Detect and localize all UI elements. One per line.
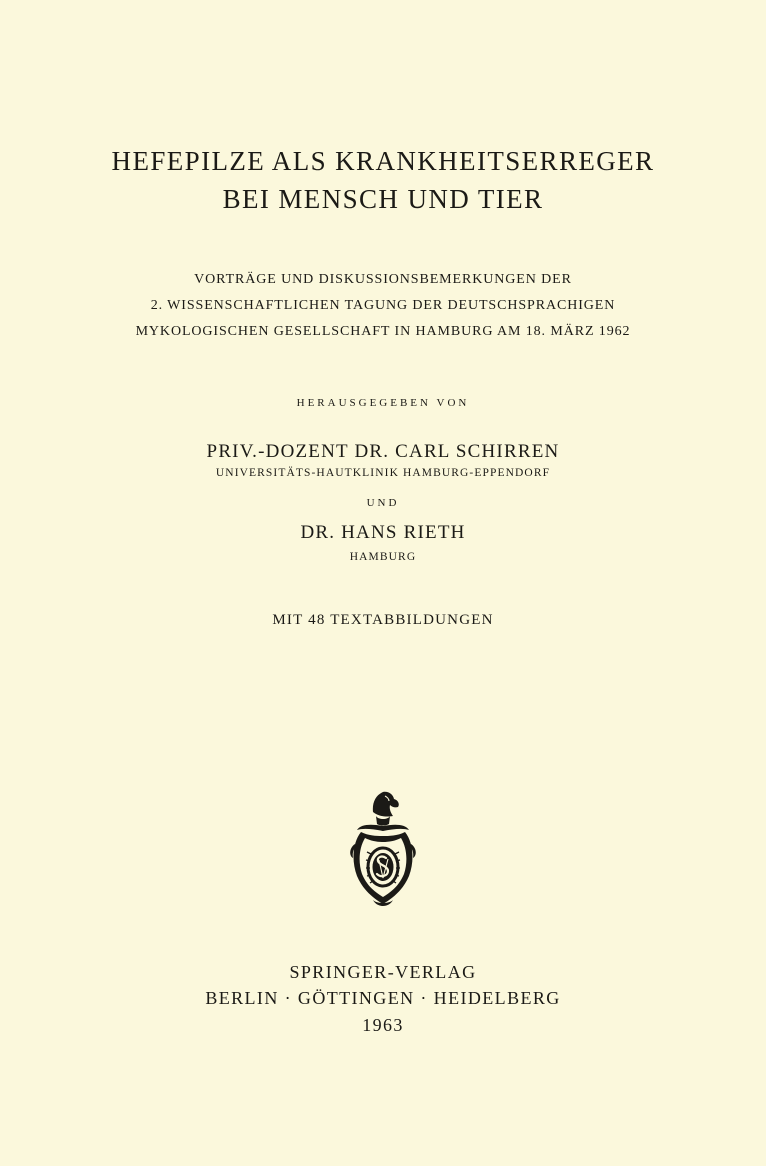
- edited-by-label: HERAUSGEGEBEN VON: [296, 397, 470, 409]
- springer-horse-crest-icon: [343, 786, 423, 914]
- publication-year: 1963: [362, 1015, 404, 1035]
- publisher-name: SPRINGER-VERLAG: [289, 962, 477, 982]
- subtitle-line-1: VORTRÄGE UND DISKUSSIONSBEMERKUNGEN DER: [194, 272, 572, 287]
- editor-1-affiliation: UNIVERSITÄTS-HAUTKLINIK HAMBURG-EPPENDORF: [215, 467, 551, 479]
- editor-2-affiliation: HAMBURG: [349, 551, 417, 563]
- editor-2-name: DR. HANS RIETH: [300, 522, 466, 543]
- editors-conjunction: UND: [366, 497, 400, 509]
- editor-1-name: PRIV.-DOZENT DR. CARL SCHIRREN: [206, 441, 560, 462]
- subtitle-line-3: MYKOLOGISCHEN GESELLSCHAFT IN HAMBURG AM 18. MÄRZ 1962: [135, 324, 631, 339]
- illustrations-note: MIT 48 TEXTABBILDUNGEN: [272, 612, 494, 628]
- book-title-line-2: BEI MENSCH UND TIER: [222, 184, 544, 214]
- book-title-line-1: HEFEPILZE ALS KRANKHEITSERREGER: [111, 146, 655, 176]
- publisher-cities: BERLIN · GÖTTINGEN · HEIDELBERG: [205, 988, 561, 1008]
- subtitle-line-2: 2. WISSENSCHAFTLICHEN TAGUNG DER DEUTSCHSPRACHIGEN: [150, 298, 616, 313]
